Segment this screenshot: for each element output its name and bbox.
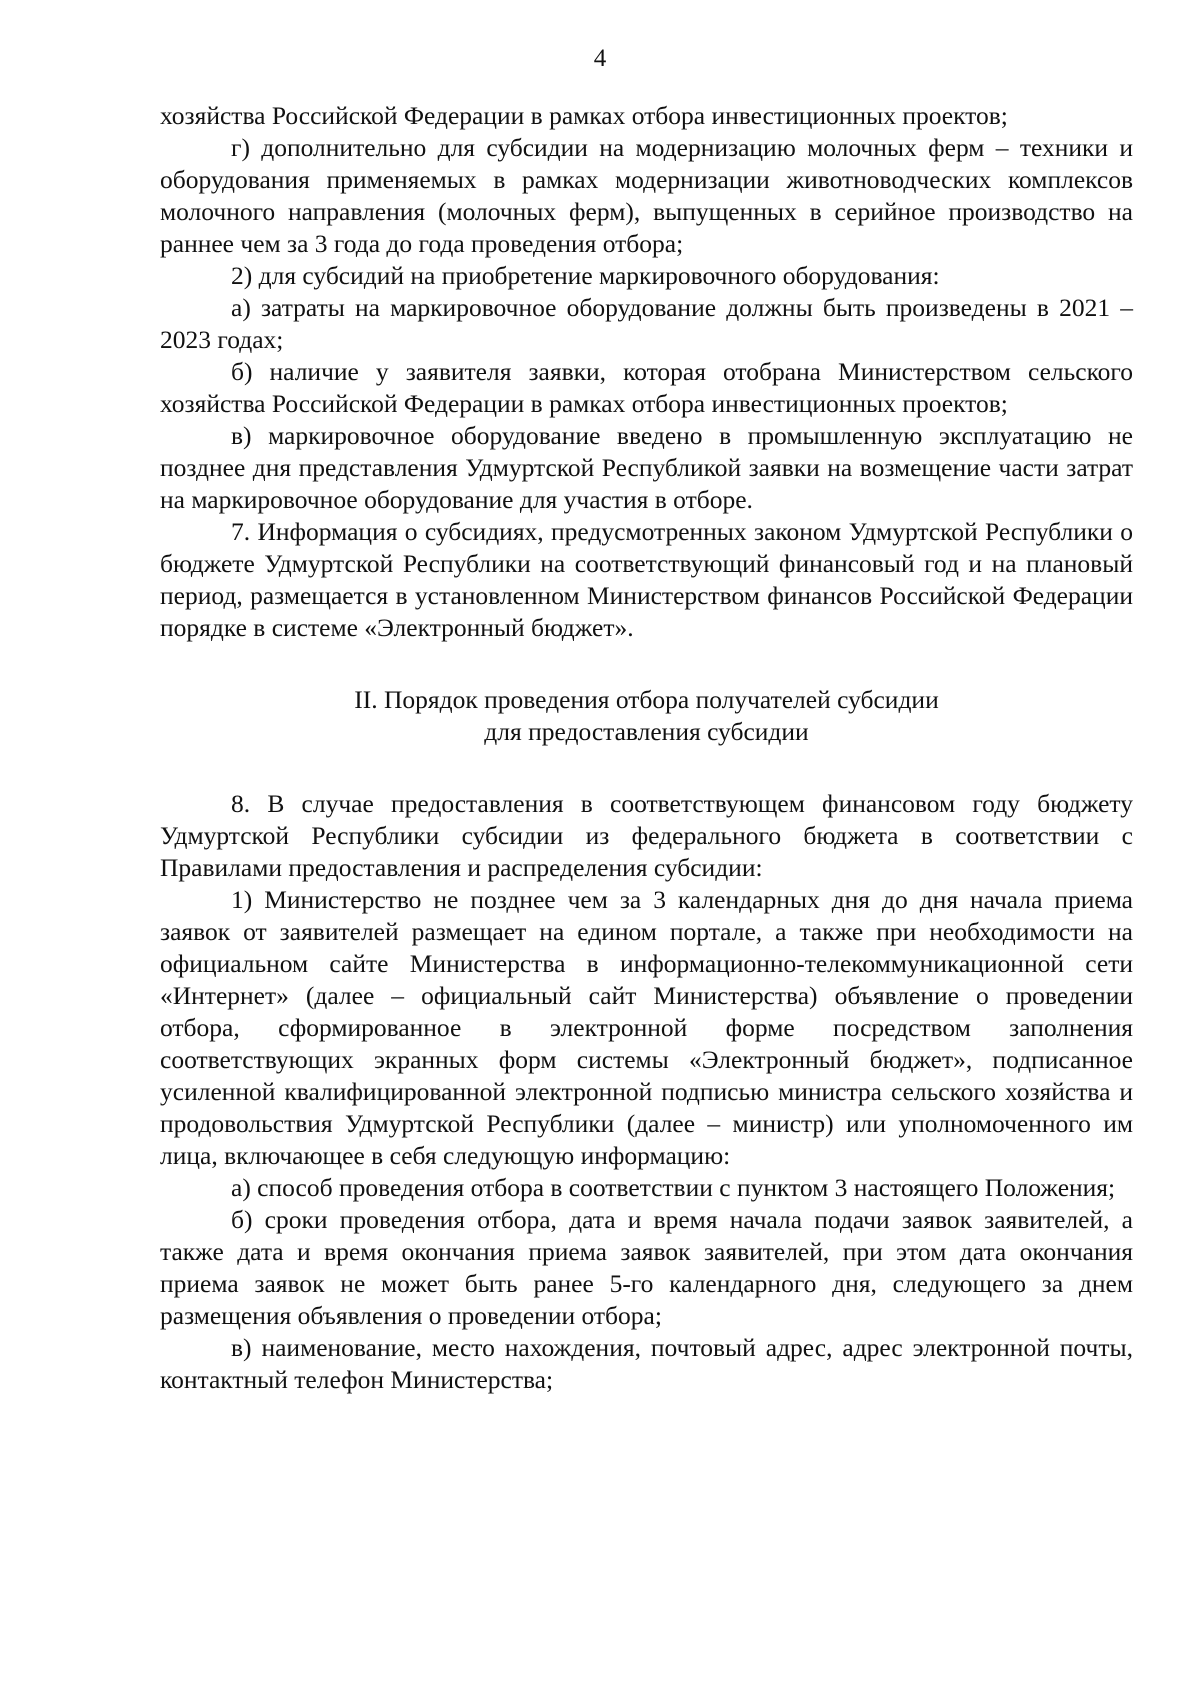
paragraph-continuation: хозяйства Российской Федерации в рамках отбора инвестиционных проектов;: [160, 101, 1008, 130]
section-heading-line2: для предоставления субсидии: [484, 717, 809, 746]
paragraph-item-2: 2) для субсидий на приобретение маркировочного оборудования:: [231, 261, 940, 290]
paragraph-item-8-1v: в) наименование, место нахождения, почтовый адрес, адрес электронной почты, контактный телефон Министерства;: [160, 1333, 1133, 1394]
paragraph-item-8-1: 1) Министерство не позднее чем за 3 календарных дня до дня начала приема заявок от заявителей размещает на едином портале, а также при необходимости на официальном сайте Министерства в информационно-телекоммуникационной сети «Интернет» (далее – официальный сайт Министерства) объявление о проведении отбора, сформированное в электронной форме посредством заполнения соответствующих экранных форм системы «Электронный бюджет», подписанное усиленной квалифицированной электронной подписью министра сельского хозяйства и продовольствия Удмуртской Республики (далее – министр) или уполномоченного им лица, включающее в себя следующую информацию:: [160, 885, 1133, 1170]
paragraph-item-2b: б) наличие у заявителя заявки, которая отобрана Министерством сельского хозяйства Российской Федерации в рамках отбора инвестиционных проектов;: [160, 357, 1133, 418]
paragraph-item-2v: в) маркировочное оборудование введено в промышленную эксплуатацию не позднее дня представления Удмуртской Республикой заявки на возмещение части затрат на маркировочное оборудование для участия в отборе.: [160, 421, 1133, 514]
paragraph-item-8: 8. В случае предоставления в соответствующем финансовом году бюджету Удмуртской Республики субсидии из федерального бюджета в соответствии с Правилами предоставления и распределения субсидии:: [160, 789, 1133, 882]
page-number: 4: [593, 45, 607, 72]
paragraph-item-g: г) дополнительно для субсидии на модернизацию молочных ферм – техники и оборудования применяемых в рамках модернизации животноводческих комплексов молочного направления (молочных ферм), выпущенных в серийное производство на раннее чем за 3 года до года проведения отбора;: [160, 133, 1133, 258]
paragraph-item-2a: а) затраты на маркировочное оборудование должны быть произведены в 2021 – 2023 годах;: [160, 293, 1133, 354]
section-heading-line1: II. Порядок проведения отбора получателей субсидии: [354, 685, 939, 714]
document-body: [160, 100, 1133, 1396]
paragraph-item-7: 7. Информация о субсидиях, предусмотренных законом Удмуртской Республики о бюджете Удмуртской Республики на соответствующий финансовый год и на плановый период, размещается в установленном Министерством финансов Российской Федерации порядке в системе «Электронный бюджет».: [160, 517, 1133, 642]
section-heading: [160, 684, 1133, 748]
paragraph-item-8-1b: б) сроки проведения отбора, дата и время начала подачи заявок заявителей, а также дата и время окончания приема заявок заявителей, при этом дата окончания приема заявок не может быть ранее 5-го календарного дня, следующего за днем размещения объявления о проведении отбора;: [160, 1205, 1133, 1330]
paragraph-item-8-1a: а) способ проведения отбора в соответствии с пунктом 3 настоящего Положения;: [231, 1173, 1116, 1202]
